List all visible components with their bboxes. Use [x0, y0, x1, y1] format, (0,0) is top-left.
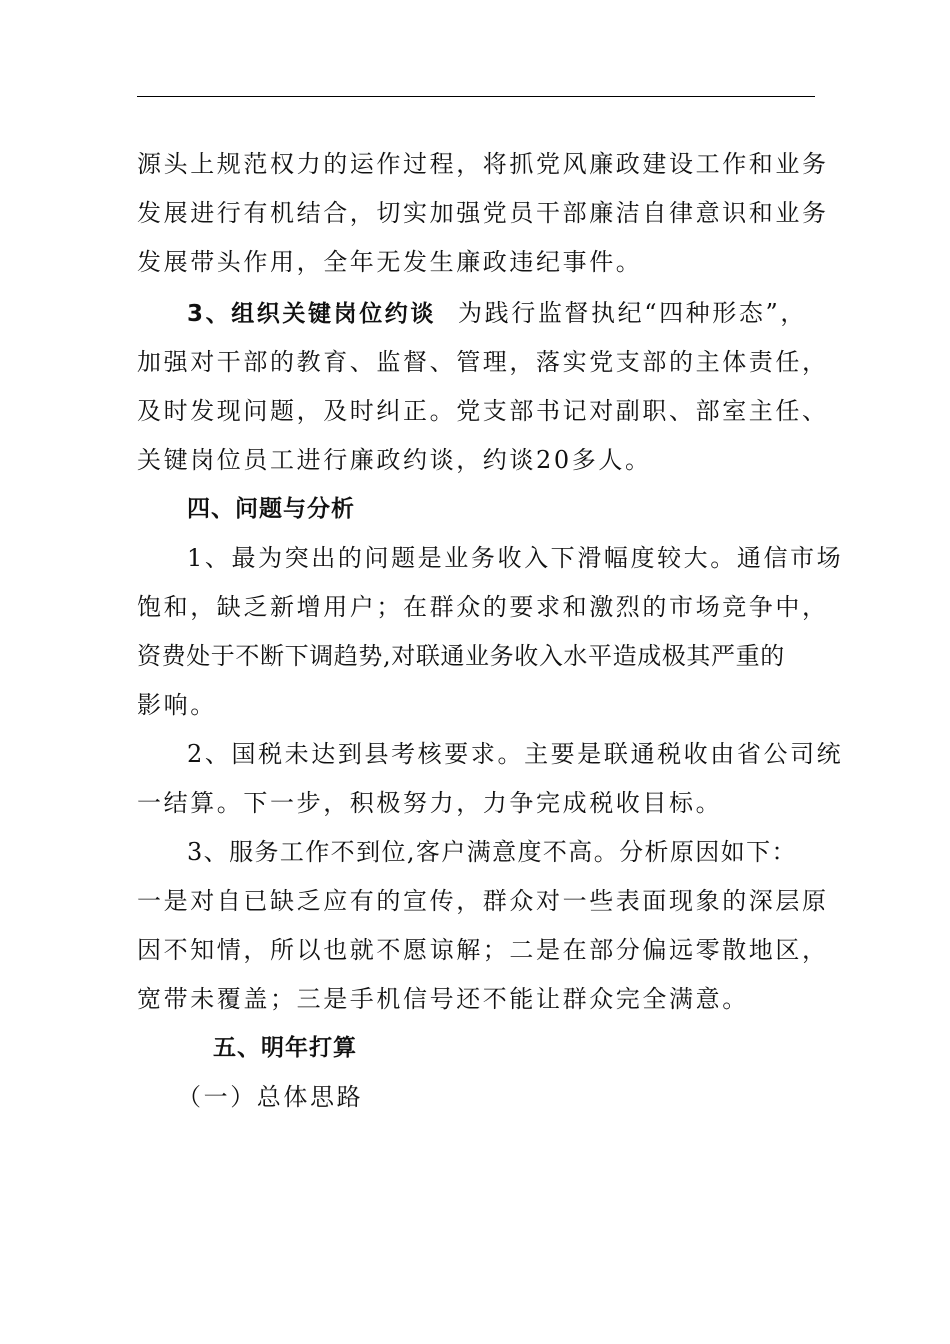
- text-line: 影响。: [137, 691, 217, 719]
- text-line: [137, 289, 815, 338]
- item-3-text: 为践行监督执纪“四种形态”，: [458, 299, 807, 327]
- header-rule: [137, 96, 815, 97]
- document-page: [137, 140, 844, 1122]
- text-line: 3、服务工作不到位,客户满意度不高。分析原因如下：: [187, 838, 797, 866]
- text-line: 宽带未覆盖；三是手机信号还不能让群众完全满意。: [137, 985, 749, 1013]
- paragraph-section4-2: [137, 730, 844, 828]
- text-line: 2、国税未达到县考核要求。主要是联通税收由省公司统: [187, 740, 844, 768]
- paragraph-section4-1: [137, 534, 844, 730]
- text-line: 发展进行有机结合，切实加强党员干部廉洁自律意识和业务: [137, 199, 829, 227]
- paragraph-intro: [137, 140, 829, 287]
- section-5-heading: 五、明年打算: [213, 1035, 357, 1061]
- text-line: 发展带头作用，全年无发生廉政违纪事件。: [137, 248, 643, 276]
- text-line: 1、最为突出的问题是业务收入下滑幅度较大。通信市场: [187, 544, 844, 572]
- text-line: 一是对自已缺乏应有的宣传，群众对一些表面现象的深层原: [137, 887, 829, 915]
- text-line: 加强对干部的教育、监督、管理，落实党支部的主体责任，: [137, 348, 829, 376]
- section-4-heading: 四、问题与分析: [187, 496, 355, 522]
- subsection-heading: （一）总体思路: [177, 1083, 364, 1111]
- paragraph-item-3: [137, 289, 829, 485]
- text-line: 及时发现问题，及时纠正。党支部书记对副职、部室主任、: [137, 397, 829, 425]
- text-line: 饱和，缺乏新增用户；在群众的要求和激烈的市场竞争中，: [137, 593, 829, 621]
- text-line: 源头上规范权力的运作过程，将抓党风廉政建设工作和业务: [137, 150, 829, 178]
- text-line: 关键岗位员工进行廉政约谈，约谈20多人。: [137, 446, 652, 474]
- paragraph-section4-3: [137, 828, 829, 1024]
- item-3-title: 3、组织关键岗位约谈: [187, 301, 437, 327]
- text-line: 因不知情，所以也就不愿谅解；二是在部分偏远零散地区，: [137, 936, 829, 964]
- text-line: 资费处于不断下调趋势,对联通业务收入水平造成极其严重的: [137, 642, 785, 670]
- text-line: 一结算。下一步，积极努力，力争完成税收目标。: [137, 789, 723, 817]
